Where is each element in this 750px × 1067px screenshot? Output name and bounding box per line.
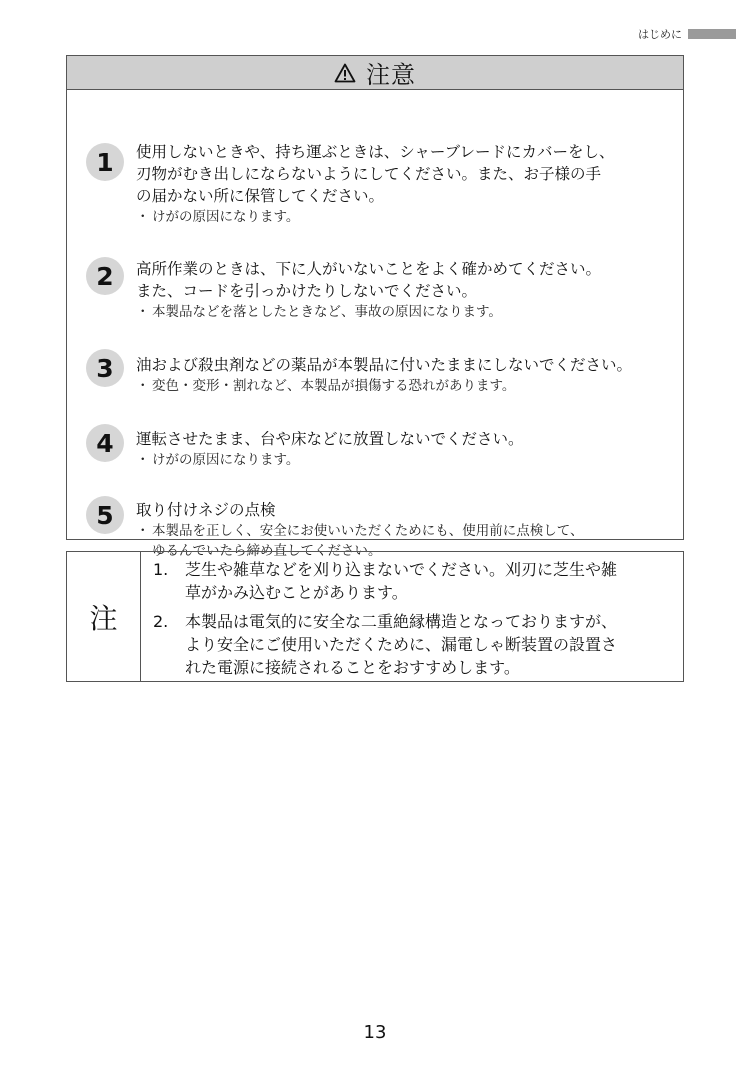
note-item-text: 草がかみ込むことがあります。 <box>185 583 408 602</box>
note-item-2 <box>153 610 677 679</box>
note-label: 注 <box>67 552 141 681</box>
item-number-badge: 1 <box>86 143 124 181</box>
item-note: ・ けがの原因になります。 <box>136 452 300 468</box>
section-label: はじめに <box>638 28 682 41</box>
caution-title-bar <box>67 56 683 90</box>
note-item-number: 2. <box>153 612 169 631</box>
item-note-continued: ゆるんでいたら締め直してください。 <box>152 543 382 559</box>
caution-box <box>66 55 684 559</box>
note-box <box>66 551 684 682</box>
item-text: 使用しないときや、持ち運ぶときは、シャーブレードにカバーをし、 <box>136 143 615 161</box>
item-number-badge: 5 <box>86 496 124 534</box>
item-text: また、コードを引っかけたりしないでください。 <box>136 282 478 300</box>
caution-title: 注意 <box>366 61 416 89</box>
item-number-badge: 2 <box>86 257 124 295</box>
note-item-number: 1. <box>153 560 169 579</box>
note-item-text: より安全にご使用いただくために、漏電しゃ断装置の設置さ <box>185 635 618 654</box>
note-item-1 <box>153 558 677 604</box>
item-text: 油および殺虫剤などの薬品が本製品に付いたままにしないでください。 <box>136 356 633 374</box>
note-list <box>141 552 683 681</box>
warning-triangle-icon <box>334 63 356 83</box>
item-number-badge: 4 <box>86 424 124 462</box>
item-text: 刃物がむき出しにならないようにしてください。また、お子様の手 <box>136 165 602 183</box>
page-number: 13 <box>363 1022 387 1043</box>
note-item-text: 芝生や雑草などを刈り込まないでください。刈刃に芝生や雑 <box>185 560 618 579</box>
item-note: ・ けがの原因になります。 <box>136 209 300 225</box>
item-text: の届かない所に保管してください。 <box>136 187 385 205</box>
item-text: 高所作業のときは、下に人がいないことをよく確かめてください。 <box>136 260 602 278</box>
section-marker-bar <box>688 29 736 39</box>
item-note: ・ 本製品を正しく、安全にお使いいただくためにも、使用前に点検して、 <box>136 523 584 539</box>
item-note: ・ 本製品などを落としたときなど、事故の原因になります。 <box>136 304 502 320</box>
item-note: ・ 変色・変形・割れなど、本製品が損傷する恐れがあります。 <box>136 378 516 394</box>
note-item-text: れた電源に接続されることをおすすめします。 <box>185 658 520 677</box>
section-header <box>638 26 736 42</box>
item-number-badge: 3 <box>86 349 124 387</box>
item-text: 取り付けネジの点検 <box>136 501 276 519</box>
note-item-text: 本製品は電気的に安全な二重絶縁構造となっておりますが、 <box>185 612 618 631</box>
item-text: 運転させたまま、台や床などに放置しないでください。 <box>136 430 524 448</box>
